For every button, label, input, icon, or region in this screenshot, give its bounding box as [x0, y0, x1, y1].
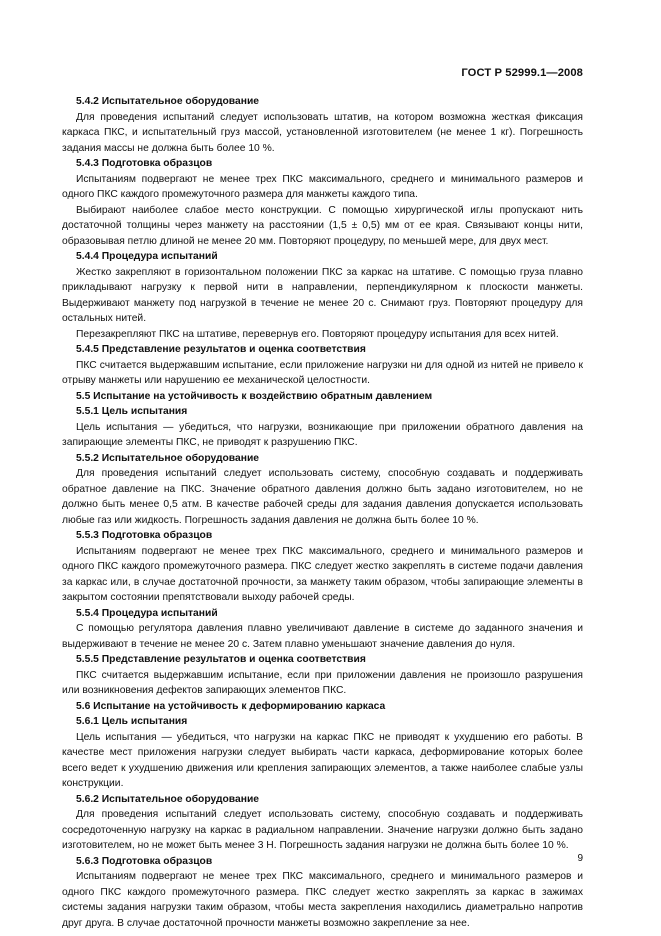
paragraph: Испытаниям подвергают не менее трех ПКС максимального, среднего и минимального размеров и одного ПКС каждого промежуточного размера. ПКС следует жестко закреплять в системе подачи давления за каркас или, в случае достаточной прочности, за манжету таким образом, чтобы запирающие элементы в закрытом состоянии препятствовали выходу рабочей среды.	[62, 545, 583, 603]
paragraph: ПКС считается выдержавшим испытание, если приложение нагрузки ни для одной из нитей не привело к отрыву манжеты или нарушению ее механической целостности.	[62, 359, 583, 386]
section-heading: 5.4.4 Процедура испытаний	[76, 251, 218, 262]
section-heading: 5.5.2 Испытательное оборудование	[76, 452, 259, 464]
section-heading: 5.5.5 Представление результатов и оценка соответствия	[76, 654, 366, 665]
section-heading: 5.6.3 Подготовка образцов	[76, 855, 213, 867]
paragraph: Жестко закрепляют в горизонтальном положении ПКС за каркас на штативе. С помощью груза плавно прикладывают нагрузку к первой нити в направлении, перпендикулярном к плоскости манжеты. Выдерживают манжету под нагрузкой в течение не менее 20 с. Снимают груз. Повторяют процедуру для остальных нитей.	[62, 266, 583, 324]
paragraph: С помощью регулятора давления плавно увеличивают давление в системе до заданного значения и выдерживают в течение не менее 20 с. Затем плавно уменьшают значение давления до нуля.	[62, 623, 583, 650]
document-code: ГОСТ Р 52999.1—2008	[461, 67, 583, 79]
paragraph: Цель испытания — убедиться, что нагрузки на каркас ПКС не приводят к ухудшению его работы. В качестве мест приложения нагрузки следует выбирать части каркаса, деформирование которых более всего ведет к ухудшению движения или крепления запирающих элементов, а также наиболее слабые узлы конструкции.	[62, 731, 583, 789]
document-body	[62, 94, 583, 931]
section-heading: 5.4.3 Подготовка образцов	[76, 158, 213, 169]
section-heading: 5.6.2 Испытательное оборудование	[76, 793, 259, 805]
section-heading: 5.4.2 Испытательное оборудование	[76, 96, 259, 107]
paragraph: ПКС считается выдержавшим испытание, если при приложении давления не произошло разрушения или возникновения дефектов запирающих элементов ПКС.	[62, 669, 583, 696]
section-heading: 5.5 Испытание на устойчивость к воздействию обратным давлением	[76, 390, 433, 402]
paragraph: Цель испытания — убедиться, что нагрузки, возникающие при приложении обратного давления на запирающие элементы ПКС, не приводят к разрушению ПКС.	[62, 421, 583, 448]
section-heading: 5.5.1 Цель испытания	[76, 406, 188, 417]
paragraph: Испытаниям подвергают не менее трех ПКС максимального, среднего и минимального размеров и одного ПКС каждого промежуточного размера. ПКС следует жестко закреплять за каркас в зажимах системы задания нагрузки таким образом, чтобы места закрепления находились диаметрально напротив друг друга. В случае достаточной прочности манжеты возможно закрепление за нее.	[62, 871, 583, 929]
section-heading: 5.5.4 Процедура испытаний	[76, 607, 218, 619]
section-heading: 5.5.3 Подготовка образцов	[76, 530, 213, 541]
paragraph: Перезакрепляют ПКС на штативе, перевернув его. Повторяют процедуру испытания для всех нитей.	[76, 328, 559, 340]
paragraph: Для проведения испытаний следует использовать систему, способную создавать и поддерживать сосредоточенную нагрузку на каркас в радиальном направлении. Значение нагрузки должно быть задано изготовителем, но не может быть менее 3 Н. Погрешность задания нагрузки не должна быть более 10 %.	[62, 809, 583, 851]
paragraph: Испытаниям подвергают не менее трех ПКС максимального, среднего и минимального размеров и одного ПКС каждого промежуточного размера для манжеты каждого типа.	[62, 173, 583, 200]
section-heading: 5.6 Испытание на устойчивость к деформированию каркаса	[76, 700, 386, 712]
paragraph: Для проведения испытаний следует использовать систему, способную создавать и поддерживать обратное давление на ПКС. Значение обратного давления должно быть задано изготовителем, но не должно быть менее 0,5 атм. В качестве рабочей среды для задания давления допускается использовать любые газ или жидкость. Погрешность задания давления не должна быть более 10 %.	[62, 468, 583, 526]
section-heading: 5.4.5 Представление результатов и оценка соответствия	[76, 344, 366, 355]
section-heading: 5.6.1 Цель испытания	[76, 716, 188, 727]
paragraph: Для проведения испытаний следует использовать штатив, на котором возможна жесткая фиксация каркаса ПКС, и испытательный груз массой, установленной изготовителем (не менее 1 кг). Погрешность задания массы не должна быть более 10 %.	[62, 111, 583, 154]
page-number: 9	[577, 853, 583, 864]
paragraph: Выбирают наиболее слабое место конструкции. С помощью хирургической иглы пропускают нить достаточной толщины через манжету на расстоянии (1,5 ± 0,5) мм от ее края. Связывают концы нити, образовывая петлю длиной не менее 20 мм. Повторяют процедуру, по меньшей мере, для двух мест.	[62, 204, 583, 247]
